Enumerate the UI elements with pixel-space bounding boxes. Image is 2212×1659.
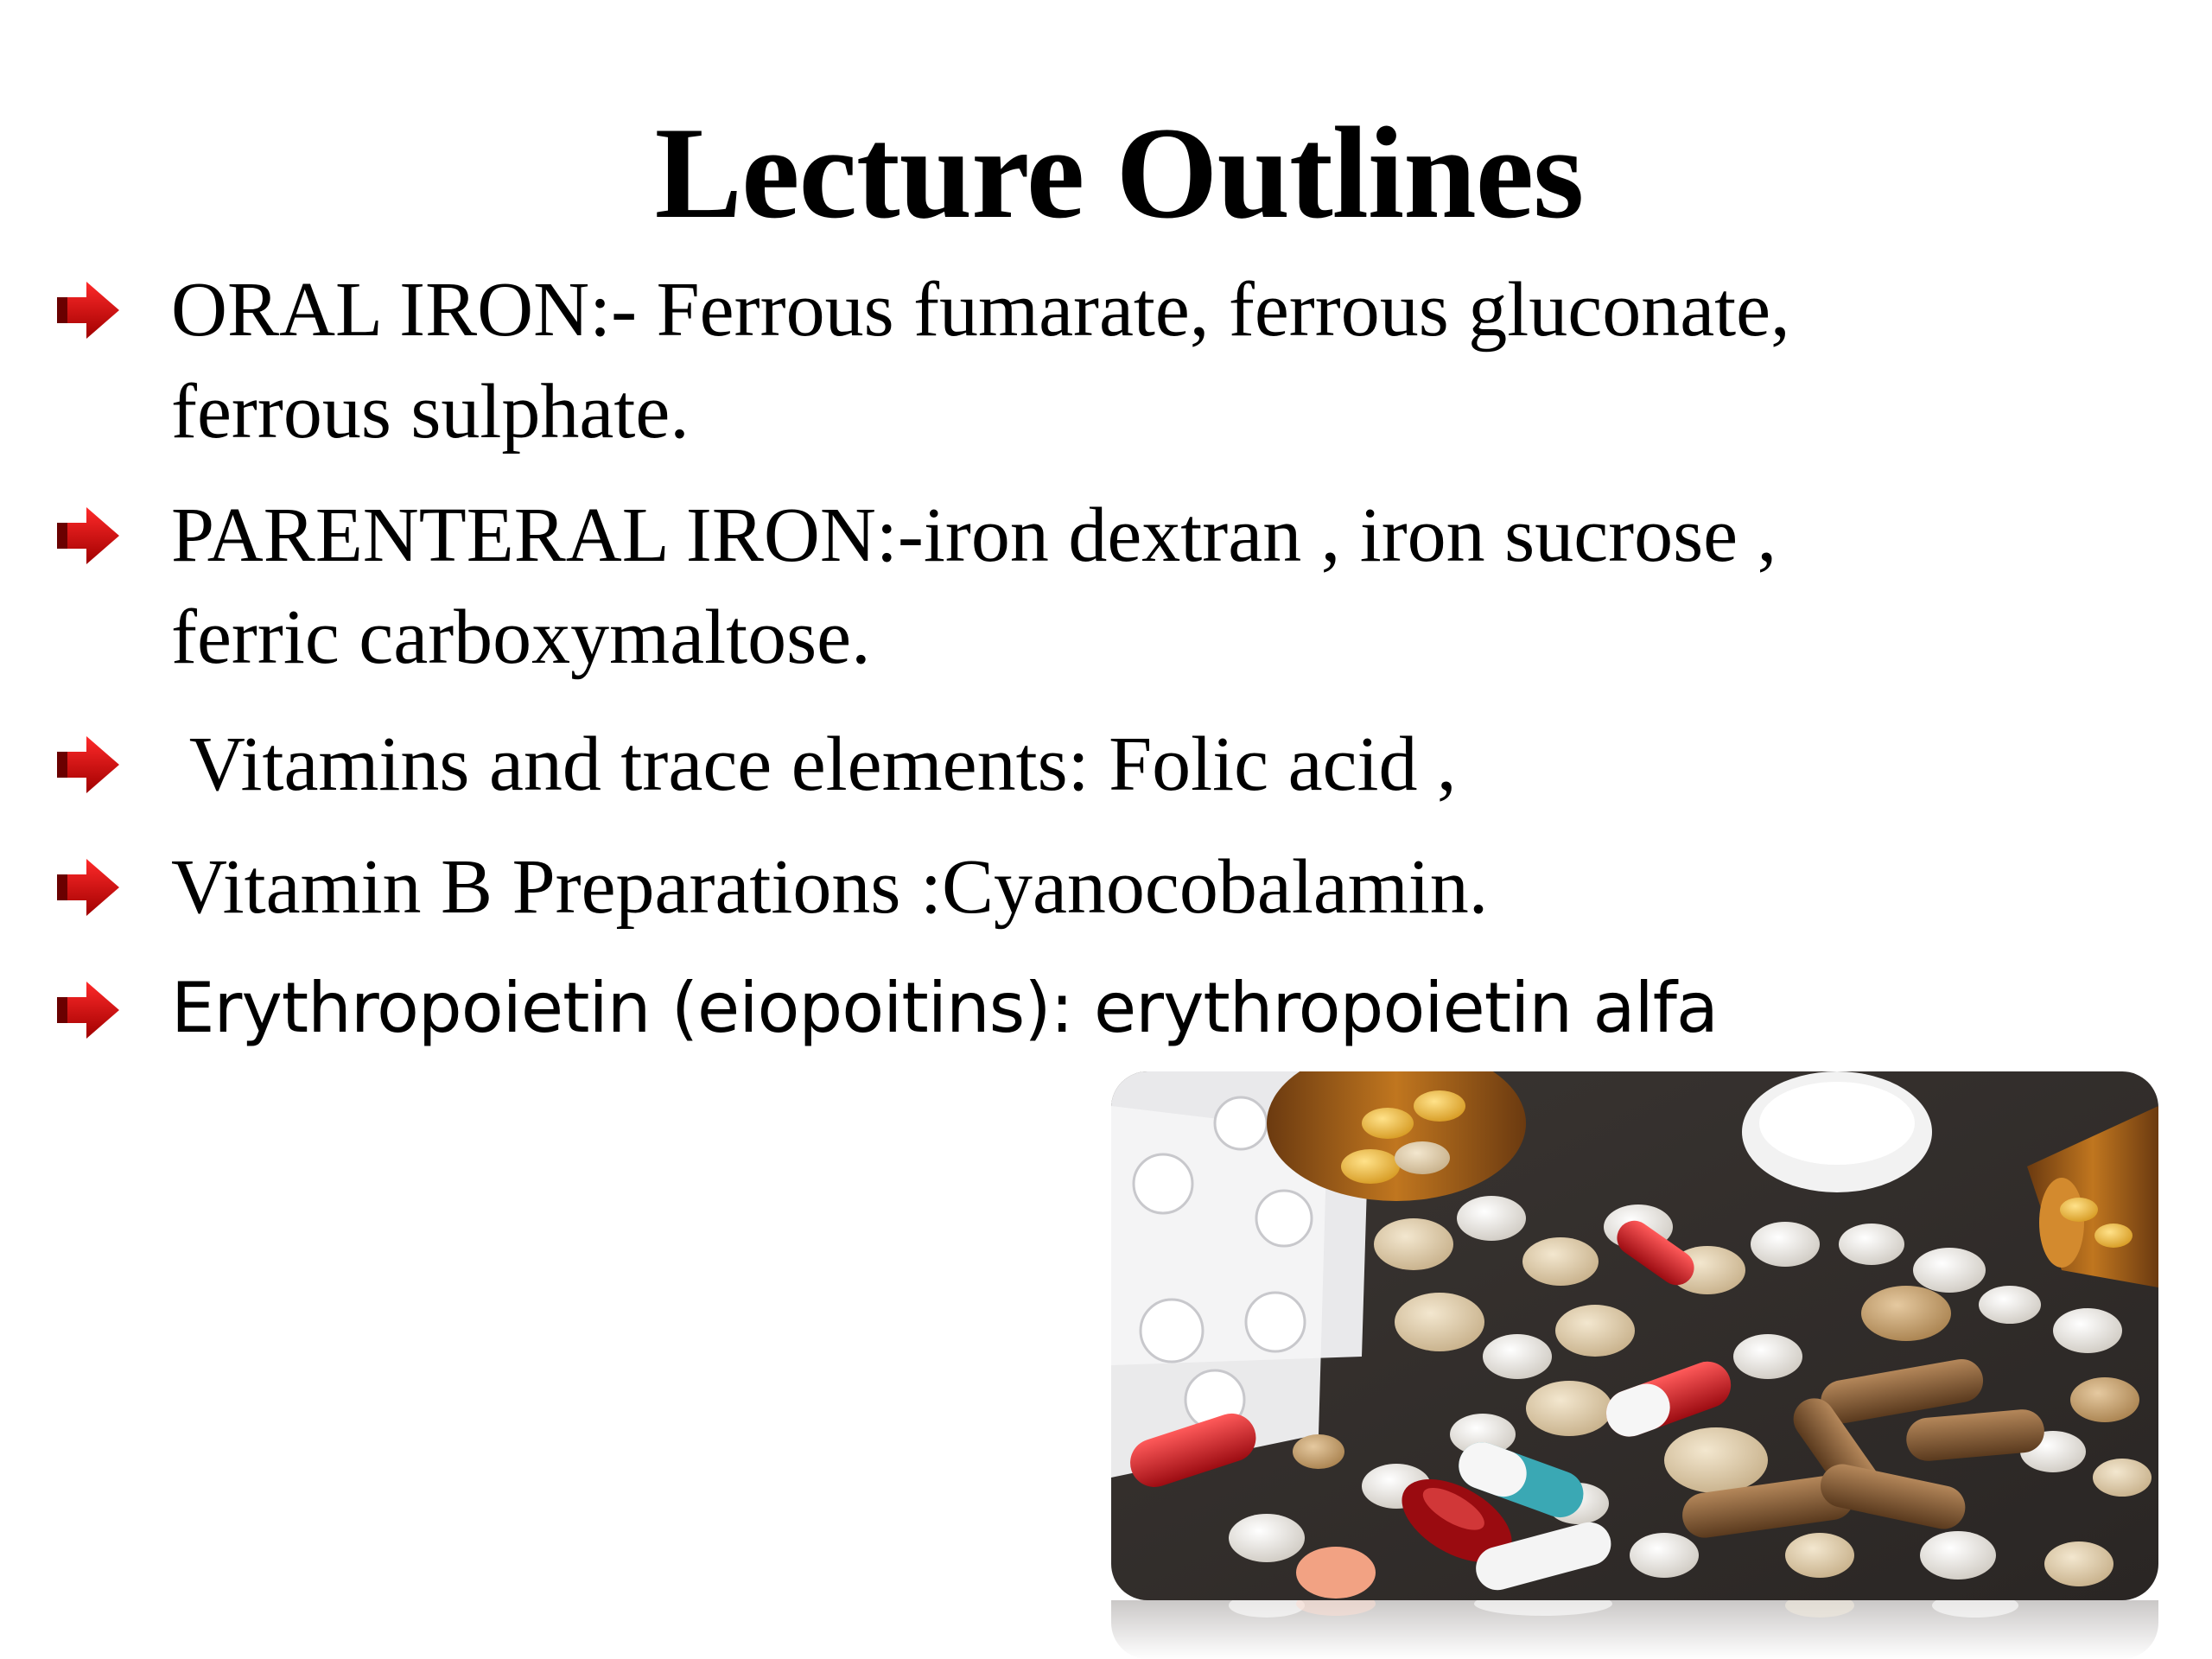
bullet-text-line: ferrous sulphate.	[171, 369, 690, 454]
pills-illustration	[1111, 1071, 2158, 1600]
right-arrow-icon	[57, 733, 121, 797]
bullet-text-line: Vitamin B Preparations :Cyanocobalamin.	[171, 844, 1489, 930]
bullet-text-line: PARENTERAL IRON:-iron dextran , iron sucrose ,	[171, 493, 1777, 578]
pills-photo-reflection	[1111, 1600, 2158, 1659]
bullet-text-line: ferric carboxymaltose.	[171, 594, 871, 680]
right-arrow-icon	[57, 855, 121, 919]
bullet-text-line: Vitamins and trace elements: Folic acid ,	[171, 721, 1457, 807]
bullet-text-line: Erythropoietin (eiopoitins): erythropoietin alfa	[171, 968, 1718, 1048]
bullet-text-line: ORAL IRON:- Ferrous fumarate, ferrous gluconate,	[171, 267, 1790, 353]
right-arrow-icon	[57, 978, 121, 1042]
right-arrow-icon	[57, 278, 121, 342]
pills-photo	[1111, 1071, 2158, 1600]
right-arrow-icon	[57, 504, 121, 568]
slide-title: Lecture Outlines	[654, 100, 1584, 245]
